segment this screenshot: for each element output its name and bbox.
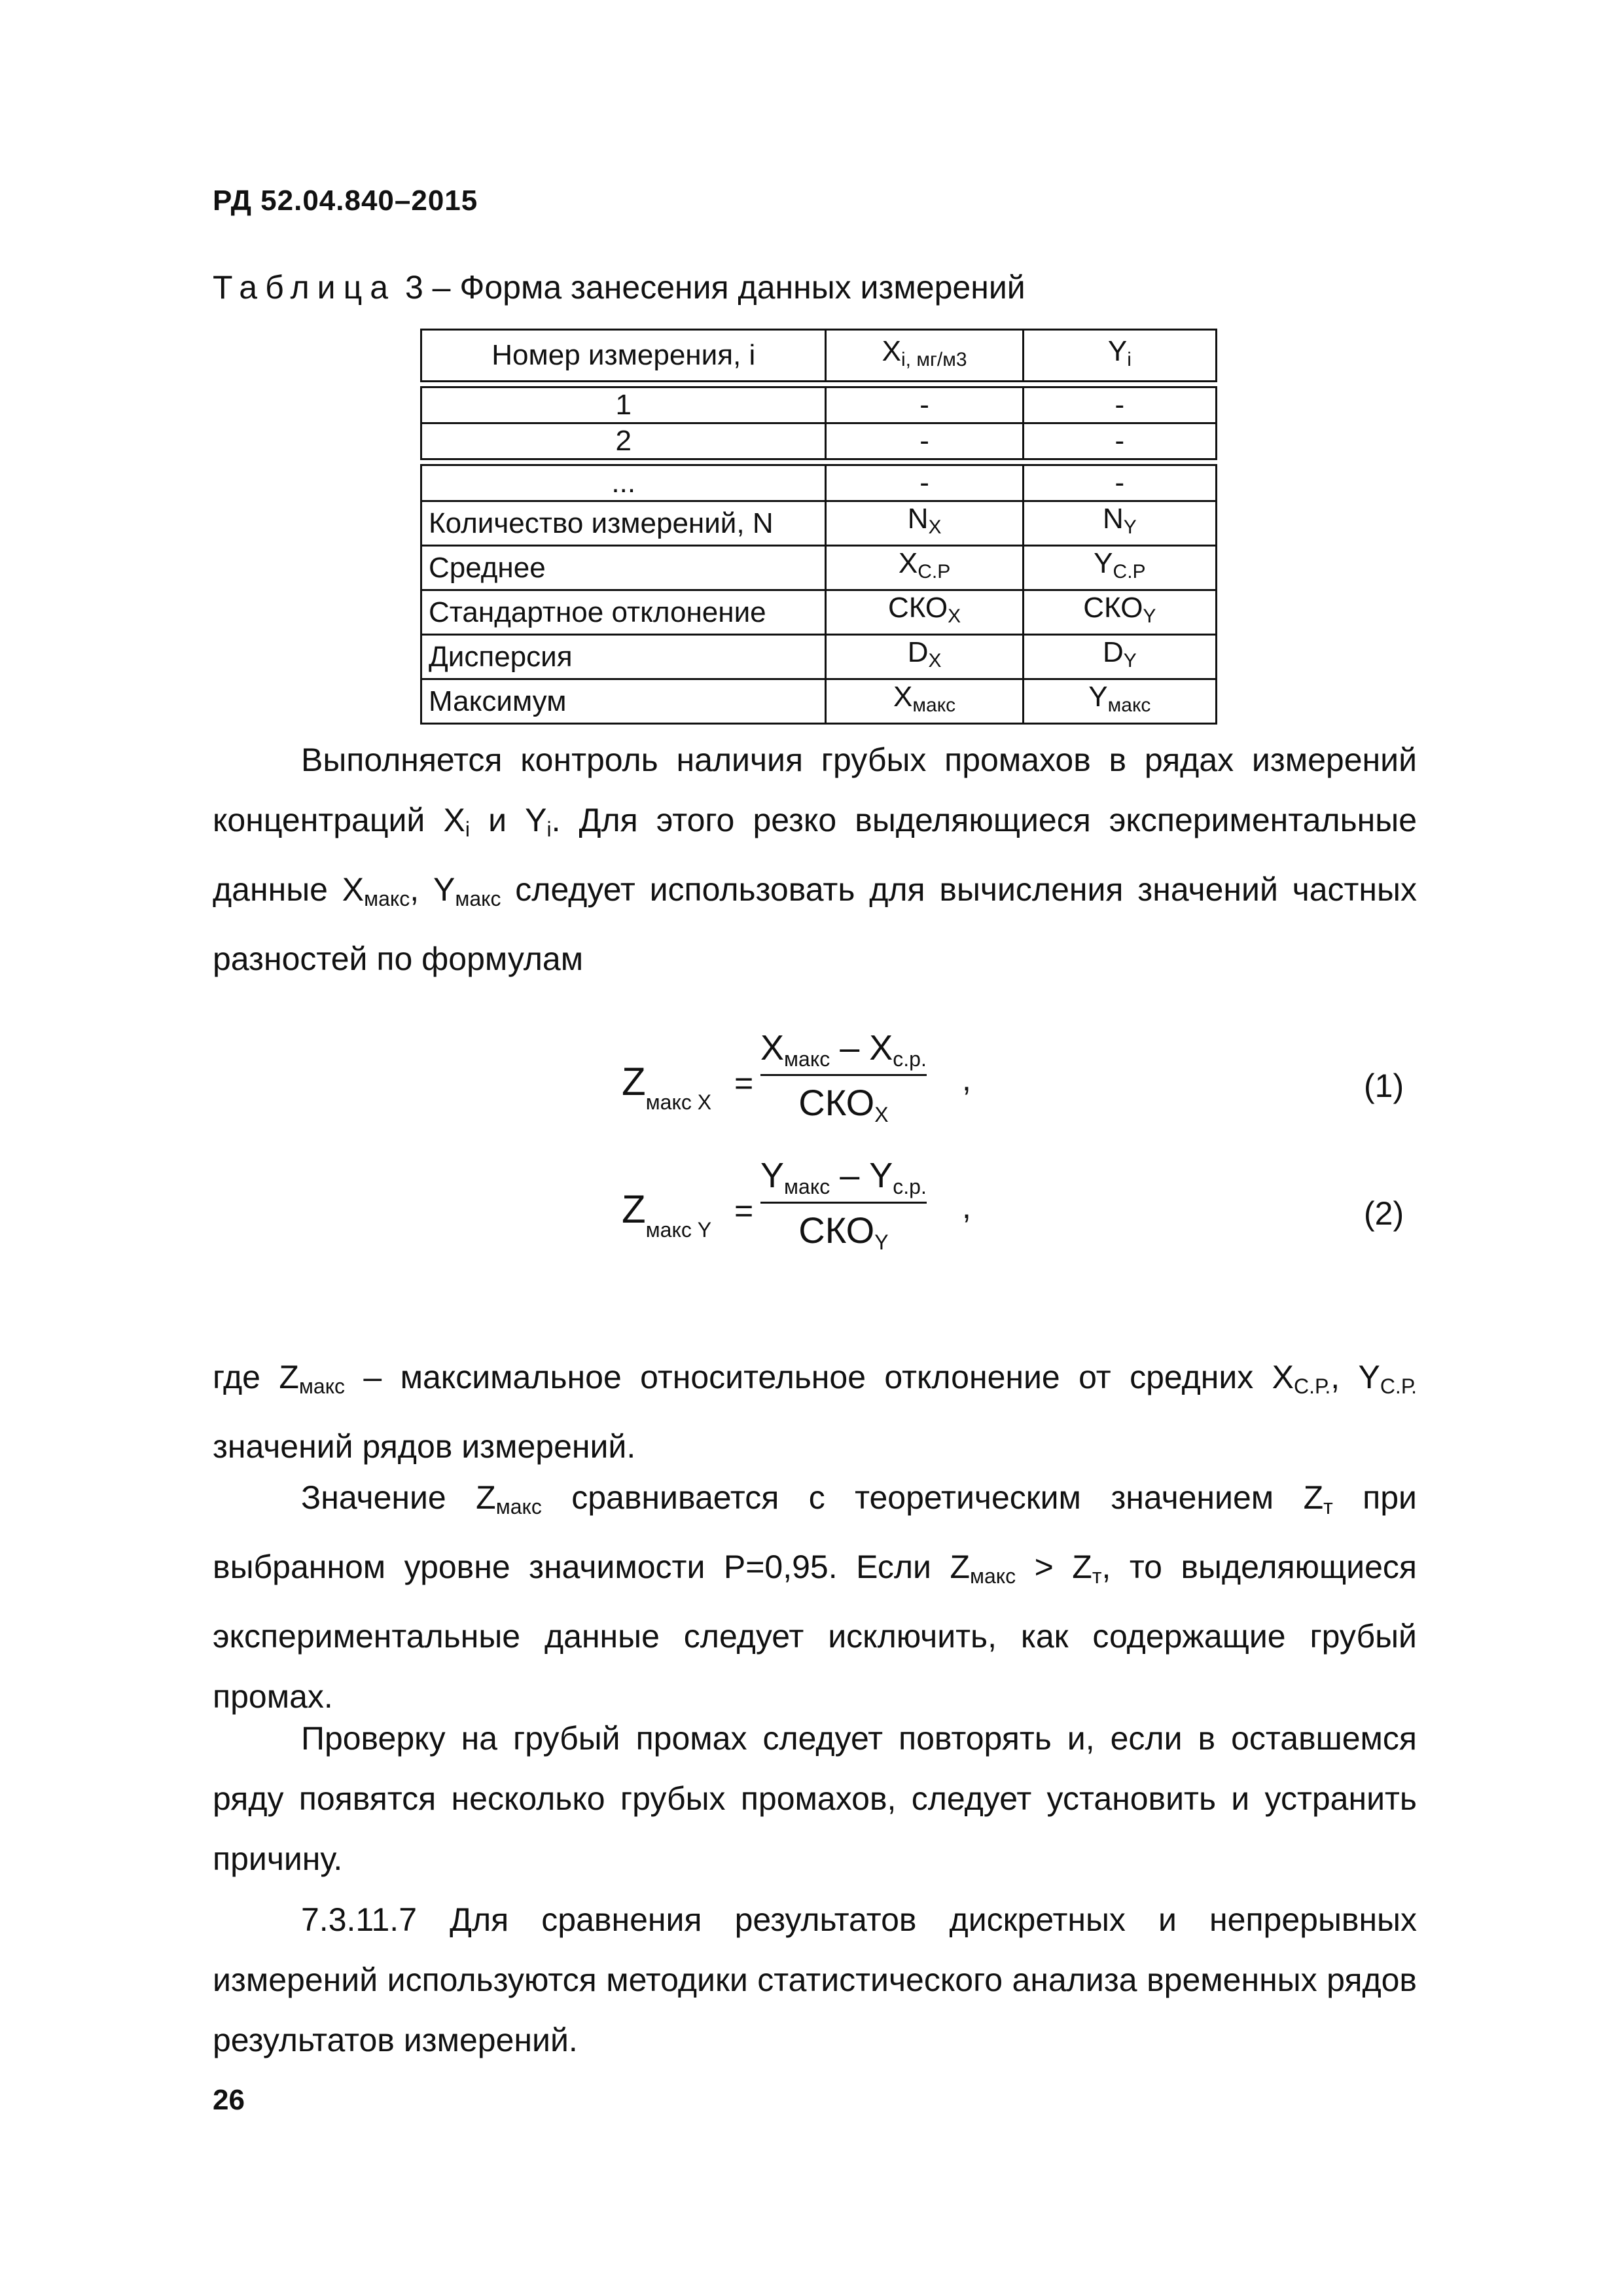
- stat-label: Максимум: [421, 679, 826, 724]
- table-caption: [213, 268, 1026, 306]
- stat-y: $СКО_Y$: [1023, 590, 1216, 635]
- stat-y: $Y_{макс}$: [1023, 679, 1216, 724]
- formula-1: [622, 1028, 1427, 1152]
- stat-row: [421, 590, 1217, 635]
- stat-row: [421, 546, 1217, 590]
- header-measurement-number: Номер измерения, i: [421, 330, 826, 382]
- paragraph-where-definition: где $Z_{макс}$ – максимальное относительное отклонение от средних $X_{С.Р.}$, $Y_{С.Р.}$ значений рядов измерений.: [213, 1359, 1417, 1465]
- formula-2-lhs: $Z_{макс Y}$: [622, 1187, 712, 1242]
- paragraph-section-7-3-11-7: 7.3.11.7 Для сравнения результатов дискретных и непрерывных измерений используются методики статистического анализа временных рядов результатов измерений.: [213, 1901, 1417, 2058]
- formula-1-equals: =: [734, 1065, 754, 1102]
- paragraph-outlier-control: Выполняется контроль наличия грубых промахов в рядах измерений концентраций $X_i$ и $Y_i$. Для этого резко выделяющиеся экспериментальные данные $X_{макс}$, $Y_{макс}$ следует использовать для вычисления значений частных разностей по формулам: [213, 742, 1418, 977]
- formula-1-fraction: [760, 1028, 927, 1127]
- stat-x: $N_X$: [826, 501, 1023, 546]
- header-x: $X_{i, мг/м3}$: [826, 330, 1023, 382]
- table-caption-prefix: Таблица: [213, 269, 397, 306]
- row-number: 2: [421, 423, 826, 459]
- table-row: [421, 465, 1217, 501]
- stat-x: $D_X$: [826, 635, 1023, 679]
- stat-x: $X_{макс}$: [826, 679, 1023, 724]
- formula-1-comma: ,: [962, 1061, 971, 1098]
- stat-y: $N_Y$: [1023, 501, 1216, 546]
- stat-row: [421, 679, 1217, 724]
- row-number: ...: [421, 465, 826, 501]
- header-y: $Y_i$: [1023, 330, 1216, 382]
- formula-2-equals: =: [734, 1193, 754, 1229]
- page-number: 26: [213, 2084, 245, 2116]
- formula-2-comma: ,: [962, 1189, 971, 1225]
- stat-y: $Y_{С.Р}$: [1023, 546, 1216, 590]
- table-header-row: [421, 330, 1217, 382]
- table-caption-text: 3 – Форма занесения данных измерений: [404, 269, 1026, 306]
- formula-2: [622, 1155, 1427, 1280]
- formula-1-lhs: $Z_{макс X}$: [622, 1060, 712, 1114]
- formula-2-denominator: $СКО_Y$: [798, 1210, 889, 1254]
- paragraph-comparison: Значение $Z_{макс}$ сравнивается с теоретическим значением $Z_т$ при выбранном уровне значимости P=0,95. Если $Z_{макс} > Z_т$, то выделяющиеся экспериментальные данные следует исключить, как содержащие грубый промах.: [213, 1479, 1417, 1715]
- stat-x: $СКО_X$: [826, 590, 1023, 635]
- document-code: РД 52.04.840–2015: [213, 185, 478, 217]
- paragraph-repeat-check: Проверку на грубый промах следует повторять и, если в оставшемся ряду появятся несколько грубых промахов, следует установить и устранить причину.: [213, 1720, 1417, 1877]
- formula-2-number: (2): [1364, 1195, 1404, 1232]
- stat-label: Стандартное отклонение: [421, 590, 826, 635]
- formula-2-numerator: $Y_{макс} - Y_{с.р.}$: [760, 1155, 927, 1204]
- table-row: [421, 387, 1217, 423]
- row-y-value: -: [1023, 465, 1216, 501]
- formula-1-denominator: $СКО_X$: [798, 1082, 889, 1126]
- formula-2-fraction: [760, 1155, 927, 1255]
- row-x-value: -: [826, 465, 1023, 501]
- stat-label: Дисперсия: [421, 635, 826, 679]
- stat-row: [421, 501, 1217, 546]
- stat-x: $X_{С.Р}$: [826, 546, 1023, 590]
- measurement-form-table: [420, 329, 1217, 725]
- row-y-value: -: [1023, 423, 1216, 459]
- row-y-value: -: [1023, 387, 1216, 423]
- stat-label: Среднее: [421, 546, 826, 590]
- stat-label: Количество измерений, N: [421, 501, 826, 546]
- stat-row: [421, 635, 1217, 679]
- table-row: [421, 423, 1217, 459]
- stat-y: $D_Y$: [1023, 635, 1216, 679]
- table-gap: [421, 459, 1217, 465]
- row-x-value: -: [826, 423, 1023, 459]
- formula-1-number: (1): [1364, 1067, 1404, 1104]
- formula-1-numerator: $X_{макс} - X_{с.р.}$: [760, 1028, 927, 1076]
- table-gap: [421, 382, 1217, 387]
- row-number: 1: [421, 387, 826, 423]
- row-x-value: -: [826, 387, 1023, 423]
